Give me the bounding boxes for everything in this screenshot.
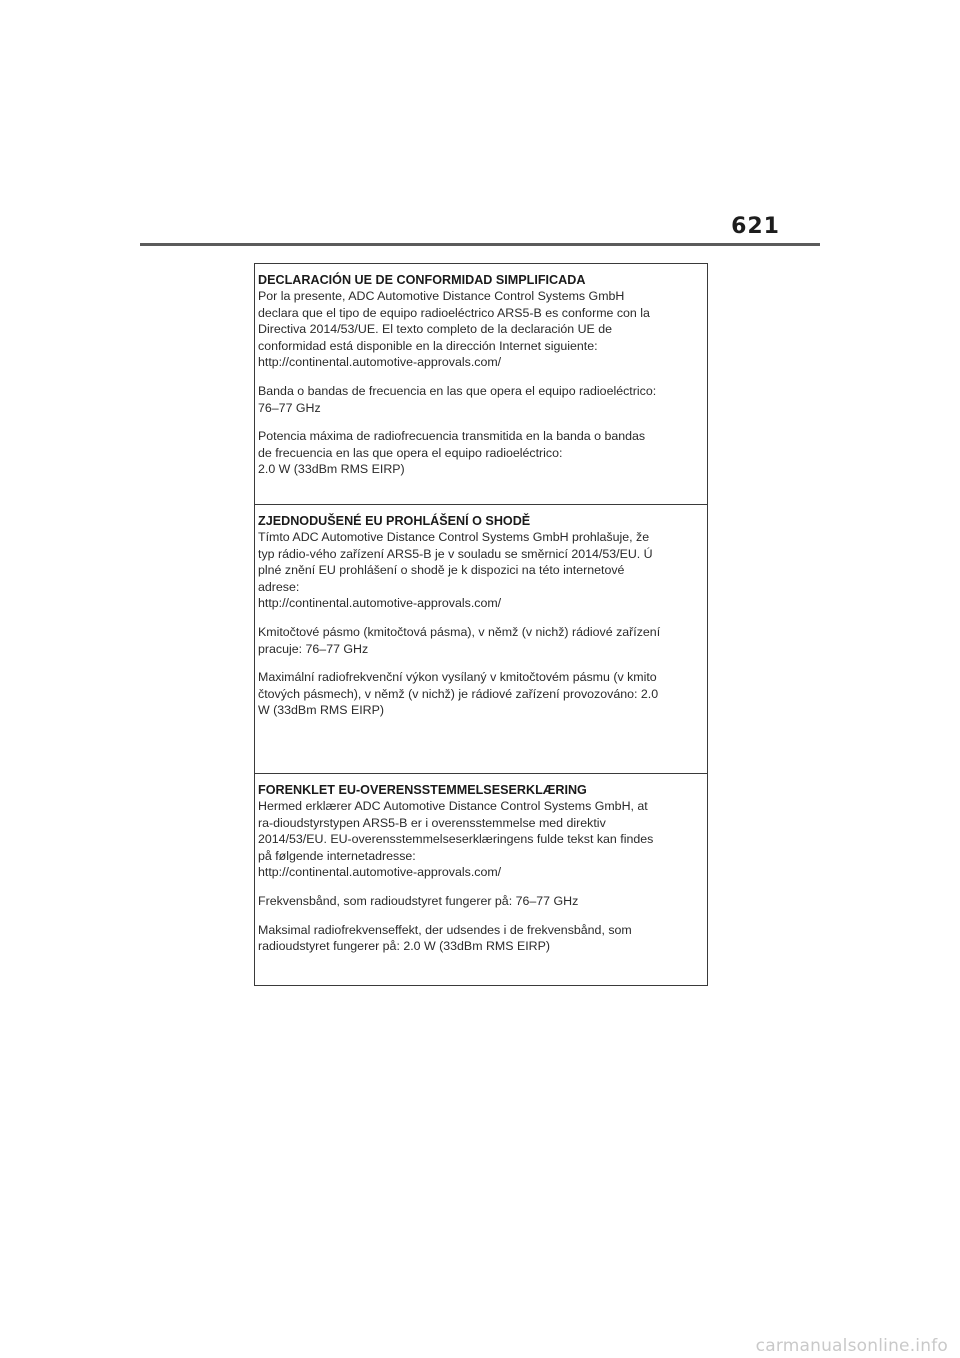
text-line: Frekvensbånd, som radioudstyret fungerer på: 76–77 GHz (258, 893, 579, 908)
text-line: de frecuencia en las que opera el equipo radioeléctrico: (258, 445, 563, 460)
text-line: 76–77 GHz (258, 400, 321, 415)
text-line: W (33dBm RMS EIRP) (258, 703, 384, 718)
power-paragraph (258, 428, 705, 478)
text-line: conformidad está disponible en la dirección Internet siguiente: (258, 338, 598, 353)
text-line: pracuje: 76–77 GHz (258, 641, 369, 656)
header-rule (140, 243, 820, 246)
section-danish-declaration (255, 773, 707, 986)
url-text: http://continental.automotive-approvals.com/ (258, 865, 502, 880)
text-line: adrese: (258, 579, 300, 594)
section-title: ZJEDNODUŠENÉ EU PROHLÁŠENÍ O SHODĚ (258, 514, 531, 528)
declaration-box (254, 263, 708, 986)
band-paragraph (258, 893, 705, 910)
section-spanish-declaration (255, 263, 707, 504)
section-title: FORENKLET EU-OVERENSSTEMMELSESERKLÆRING (258, 783, 587, 797)
page-number: 621 (731, 214, 780, 239)
intro-paragraph (258, 529, 705, 612)
text-line: Potencia máxima de radiofrecuencia transmitida en la banda o bandas (258, 429, 646, 444)
text-line: på følgende internetadresse: (258, 848, 416, 863)
text-line: ra-dioudstyrstypen ARS5-B er i overensstemmelse med direktiv (258, 815, 606, 830)
power-paragraph (258, 922, 705, 955)
url-text: http://continental.automotive-approvals.com/ (258, 596, 502, 611)
text-line: Maximální radiofrekvenční výkon vysílaný v kmitočtovém pásmu (v kmito (258, 670, 657, 685)
url-text: http://continental.automotive-approvals.com/ (258, 355, 502, 370)
text-line: 2014/53/EU. EU-overensstemmelseserklæringens fulde tekst kan findes (258, 832, 654, 847)
text-line: Tímto ADC Automotive Distance Control Systems GmbH prohlašuje, že (258, 530, 650, 544)
text-line: typ rádio-vého zařízení ARS5-B je v souladu se směrnicí 2014/53/EU. Ú (258, 546, 653, 561)
band-paragraph (258, 383, 705, 416)
watermark-text: carmanualsonline.info (755, 1336, 948, 1356)
section-title: DECLARACIÓN UE DE CONFORMIDAD SIMPLIFICADA (258, 273, 586, 287)
intro-paragraph (258, 798, 705, 881)
text-line: 2.0 W (33dBm RMS EIRP) (258, 462, 405, 477)
text-line: Hermed erklærer ADC Automotive Distance Control Systems GmbH, at (258, 799, 648, 813)
text-line: Por la presente, ADC Automotive Distance Control Systems GmbH (258, 289, 625, 303)
text-line: radioudstyret fungerer på: 2.0 W (33dBm RMS EIRP) (258, 939, 550, 954)
power-paragraph (258, 669, 705, 719)
text-line: declara que el tipo de equipo radioeléctrico ARS5-B es conforme con la (258, 305, 650, 320)
text-line: Maksimal radiofrekvenseffekt, der udsendes i de frekvensbånd, som (258, 922, 632, 937)
text-line: Kmitočtové pásmo (kmitočtová pásma), v němž (v nichž) rádiové zařízení (258, 624, 661, 639)
intro-paragraph (258, 288, 705, 371)
text-line: čtových pásmech), v němž (v nichž) je rádiové zařízení provozováno: 2.0 (258, 686, 659, 701)
text-line: plné znění EU prohlášení o shodě je k dispozici na této internetové (258, 563, 625, 578)
band-paragraph (258, 624, 705, 657)
section-czech-declaration (255, 504, 707, 773)
text-line: Banda o bandas de frecuencia en las que opera el equipo radioeléctrico: (258, 383, 657, 398)
text-line: Directiva 2014/53/UE. El texto completo de la declaración UE de (258, 322, 613, 337)
